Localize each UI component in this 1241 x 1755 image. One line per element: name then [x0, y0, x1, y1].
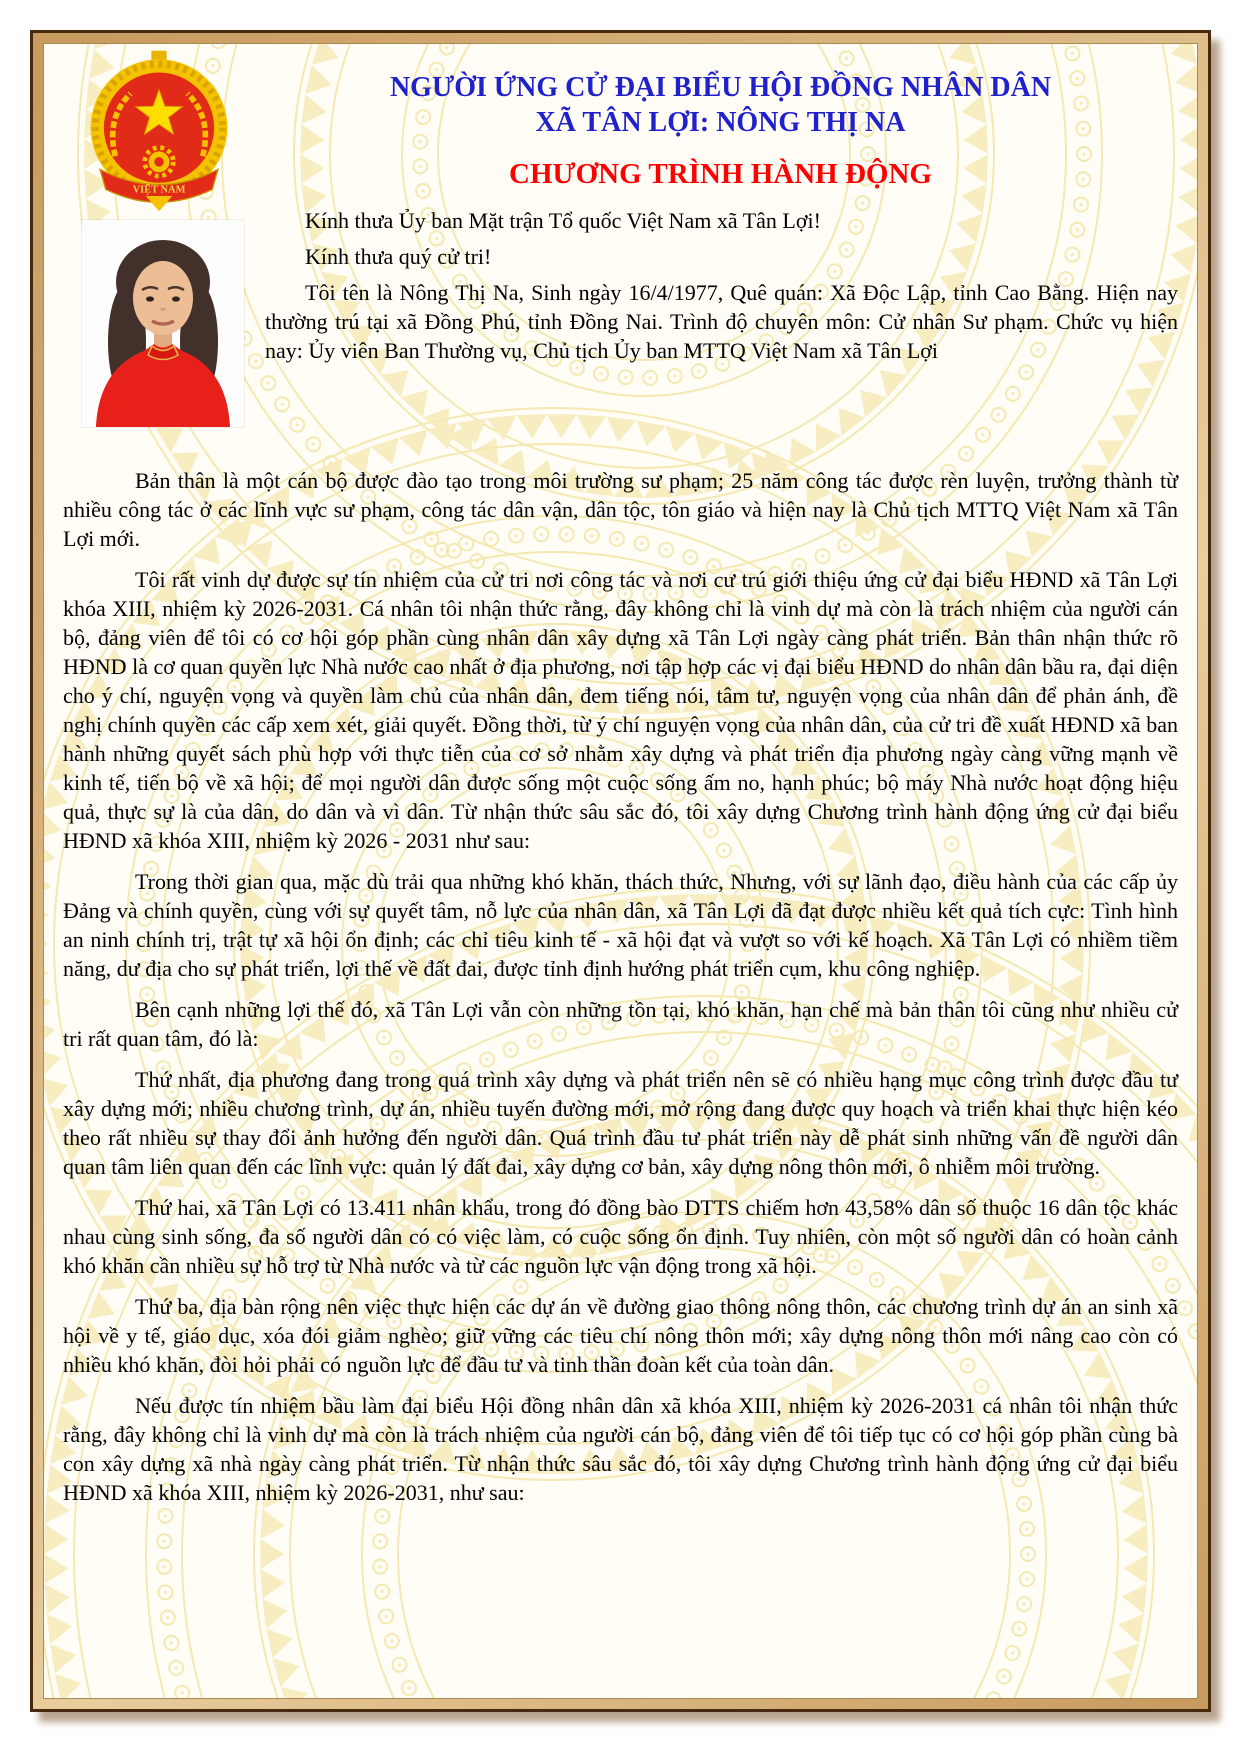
- body-paragraph-7: Thứ ba, địa bàn rộng nên việc thực hiện các dự án về đường giao thông nông thôn, các chương trình dự án an sinh xã hội về y tế, giáo dục, xóa đói giảm nghèo; giữ vững các tiêu chí nông thôn mới; xây dựng nông thôn mới nâng cao còn có nhiều khó khăn, đòi hỏi phải có nguồn lực để đầu tư và tinh thần đoàn kết của toàn dân.: [63, 1294, 1178, 1377]
- document-content: [44, 44, 1197, 1698]
- body-paragraph-8: Nếu được tín nhiệm bầu làm đại biểu Hội đồng nhân dân xã khóa XIII, nhiệm kỳ 2026-2031 cá nhân tôi nhận thức rằng, đây không chỉ là vinh dự mà còn là trách nhiệm của người cán bộ, đảng viên để tôi tiếp tục có cơ hội góp phần cùng bà con xây dựng xã nhà ngày càng phát triển. Từ nhận thức sâu sắc đó, tôi xây dựng Chương trình hành động ứng cử đại biểu HĐND xã khóa XIII, nhiệm kỳ 2026-2031, như sau:: [63, 1393, 1178, 1505]
- program-title: CHƯƠNG TRÌNH HÀNH ĐỘNG: [509, 158, 932, 190]
- page-frame: [30, 30, 1211, 1712]
- page-title-line2: XÃ TÂN LỢI: NÔNG THỊ NA: [535, 107, 906, 138]
- body-section: [63, 466, 1178, 1507]
- page-inner: [44, 44, 1197, 1698]
- page-title-line1: NGƯỜI ỨNG CỬ ĐẠI BIỂU HỘI ĐỒNG NHÂN DÂN: [389, 72, 1052, 103]
- intro-section: [63, 206, 1178, 433]
- body-paragraph-5: Thứ nhất, địa phương đang trong quá trình xây dựng và phát triển nên sẽ có nhiều hạng mục công trình được đầu tư xây dựng mới; nhiều chương trình, dự án, nhiều tuyến đường mới, mở rộng đang được quy hoạch và triển khai thực hiện kéo theo rất nhiều sự thay đổi ảnh hưởng đến người dân. Quá trình đầu tư phát triển này dễ phát sinh những vấn đề người dân quan tâm liên quan đến các lĩnh vực: quản lý đất đai, xây dựng cơ bản, xây dựng nông thôn mới, ô nhiễm môi trường.: [63, 1067, 1178, 1179]
- salutation-2: Kính thưa quý cử tri!: [305, 244, 492, 269]
- salutation-1: Kính thưa Ủy ban Mặt trận Tổ quốc Việt Nam xã Tân Lợi!: [305, 208, 821, 233]
- title-block: [263, 44, 1178, 191]
- vietnam-emblem-icon: [83, 48, 235, 213]
- emblem-ribbon-text: VIỆT NAM: [132, 184, 186, 196]
- body-paragraph-1: Bản thân là một cán bộ được đào tạo trong môi trường sư phạm; 25 năm công tác được rèn luyện, trưởng thành từ nhiều công tác ở các lĩnh vực sư phạm, công tác dân vận, dân tộc, tôn giáo và hiện nay là Chủ tịch MTTQ Việt Nam xã Tân Lợi mới.: [63, 468, 1178, 551]
- body-paragraph-3: Trong thời gian qua, mặc dù trải qua những khó khăn, thách thức, Nhưng, với sự lãnh đạo, điều hành của các cấp ủy Đảng và chính quyền, cùng với sự quyết tâm, nỗ lực của nhân dân, xã Tân Lợi đã đạt được nhiều kết quả tích cực: Tình hình an ninh chính trị, trật tự xã hội ổn định; các chỉ tiêu kinh tế - xã hội đạt và vượt so với kế hoạch. Xã Tân Lợi có nhiềm tiềm năng, dư địa cho sự phát triển, lợi thế về đất đai, được tỉnh định hướng phát triển cụm, khu công nghiệp.: [63, 869, 1178, 981]
- bio-paragraph: Tôi tên là Nông Thị Na, Sinh ngày 16/4/1977, Quê quán: Xã Độc Lập, tỉnh Cao Bằng. Hiện nay thường trú tại xã Đồng Phú, tỉnh Đồng Nai. Trình độ chuyên môn: Cử nhân Sư phạm. Chức vụ hiện nay: Ủy viên Ban Thường vụ, Chủ tịch Ủy ban MTTQ Việt Nam xã Tân Lợi: [265, 280, 1178, 363]
- document-header: [63, 44, 1178, 206]
- candidate-portrait: [82, 220, 244, 427]
- body-paragraph-6: Thứ hai, xã Tân Lợi có 13.411 nhân khẩu, trong đó đồng bào DTTS chiếm hơn 43,58% dân số thuộc 16 dân tộc khác nhau cùng sinh sống, đa số người dân có có việc làm, có cuộc sống ổn định. Tuy nhiên, còn một số người dân có hoàn cảnh khó khăn cần nhiều sự hỗ trợ từ Nhà nước và từ các nguồn lực vận động trong xã hội.: [63, 1195, 1178, 1278]
- body-paragraph-2: Tôi rất vinh dự được sự tín nhiệm của cử tri nơi công tác và nơi cư trú giới thiệu ứng cử đại biểu HĐND xã Tân Lợi khóa XIII, nhiệm kỳ 2026-2031. Cá nhân tôi nhận thức rằng, đây không chỉ là vinh dự mà còn là trách nhiệm của người cán bộ, đảng viên để tôi có cơ hội góp phần cùng nhân dân xây dựng xã Tân Lợi ngày càng phát triển. Bản thân nhận thức rõ HĐND là cơ quan quyền lực Nhà nước cao nhất ở địa phương, nơi tập hợp các vị đại biểu HĐND do nhân dân bầu ra, đại diện cho ý chí, nguyện vọng và quyền làm chủ của nhân dân, đem tiếng nói, tâm tư, nguyện vọng của nhân dân để phản ánh, đề nghị chính quyền các cấp xem xét, giải quyết. Đồng thời, từ ý chí nguyện vọng của nhân dân, của cử tri đề xuất HĐND xã ban hành những quyết sách phù hợp với thực tiễn của cơ sở nhằm xây dựng và phát triển địa phương ngày càng vững mạnh về kinh tế, tiến bộ về xã hội; để mọi người dân được sống một cuộc sống ấm no, hạnh phúc; bộ máy Nhà nước hoạt động hiệu quả, thực sự là của dân, do dân và vì dân. Từ nhận thức sâu sắc đó, tôi xây dựng Chương trình hành động ứng cử đại biểu HĐND xã khóa XIII, nhiệm kỳ 2026 - 2031 như sau:: [63, 567, 1178, 853]
- body-paragraph-4: Bên cạnh những lợi thế đó, xã Tân Lợi vẫn còn những tồn tại, khó khăn, hạn chế mà bản thân tôi cũng như nhiều cử tri rất quan tâm, đó là:: [63, 997, 1178, 1051]
